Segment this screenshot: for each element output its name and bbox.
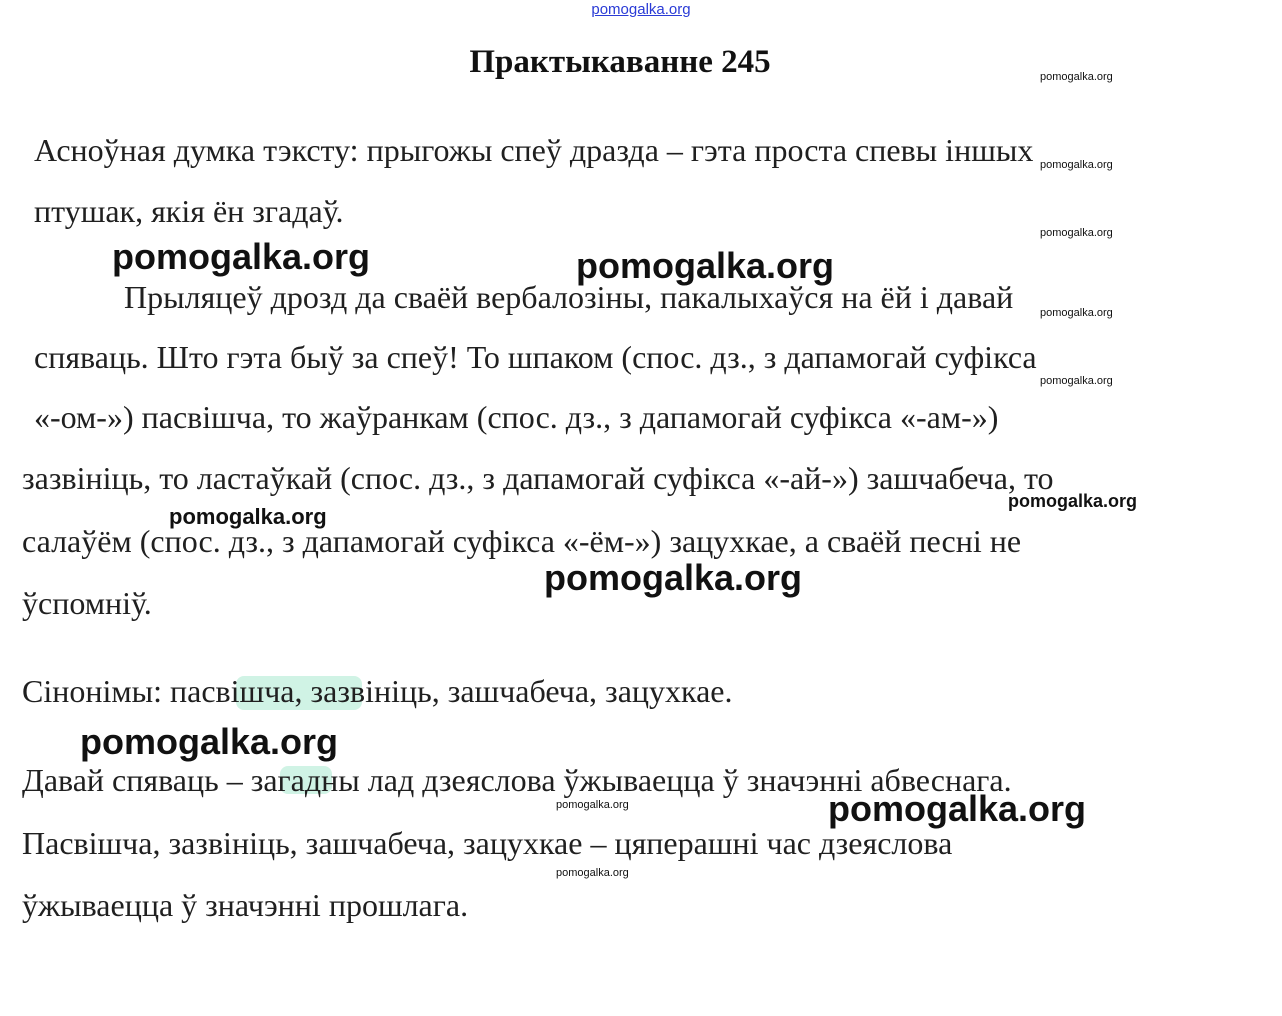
watermark-small: pomogalka.org [1040,307,1113,319]
watermark-small: pomogalka.org [1040,375,1113,387]
text-line: Давай спяваць – загадны лад дзеяслова ўжываецца ў значэнні абвеснага. [22,762,1012,798]
watermark-small: pomogalka.org [556,867,629,879]
text-line: «-ом-») пасвішча, то жаўранкам (спос. дз., з дапамогай суфікса «-ам-») [34,399,999,435]
watermark-small: pomogalka.org [556,799,629,811]
watermark-big: pomogalka.org [112,236,371,277]
text-line: спяваць. Што гэта быў за спеў! То шпаком (спос. дз., з дапамогай суфікса [34,339,1037,375]
text-line: ўжываецца ў значэнні прошлага. [22,887,469,923]
watermark-big: pomogalka.org [828,788,1087,829]
watermark-big: pomogalka.org [576,245,835,286]
watermark-mid: pomogalka.org [169,504,327,529]
watermark-mid: pomogalka.org [1008,491,1138,511]
site-link[interactable]: pomogalka.org [591,1,691,18]
watermark-big: pomogalka.org [80,721,339,762]
text-line: Прыляцеў дрозд да сваёй вербалозіны, пакалыхаўся на ёй і давай [124,279,1014,315]
watermark-small: pomogalka.org [1040,71,1113,83]
watermark-small: pomogalka.org [1040,227,1113,239]
text-line: зазвініць, то ластаўкай (спос. дз., з дапамогай суфікса «-ай-») зашчабеча, то [22,460,1054,496]
text-line: ўспомніў. [22,585,152,621]
watermark-big: pomogalka.org [544,557,803,598]
text-line: салаўём (спос. дз., з дапамогай суфікса «-ём-») зацухкае, а сваёй песні не [22,523,1022,559]
page-title: Практыкаванне 245 [469,44,771,80]
text-line: Пасвішча, зазвініць, зашчабеча, зацухкае – цяперашні час дзеяслова [22,825,953,861]
text-line: птушак, якія ён згадаў. [34,193,344,229]
text-line: Асноўная думка тэксту: прыгожы спеў дразда – гэта проста спевы іншых [34,132,1034,168]
watermark-small: pomogalka.org [1040,159,1113,171]
synonyms-line: Сінонімы: пасвішча, зазвініць, зашчабеча, зацухкае. [22,673,733,709]
